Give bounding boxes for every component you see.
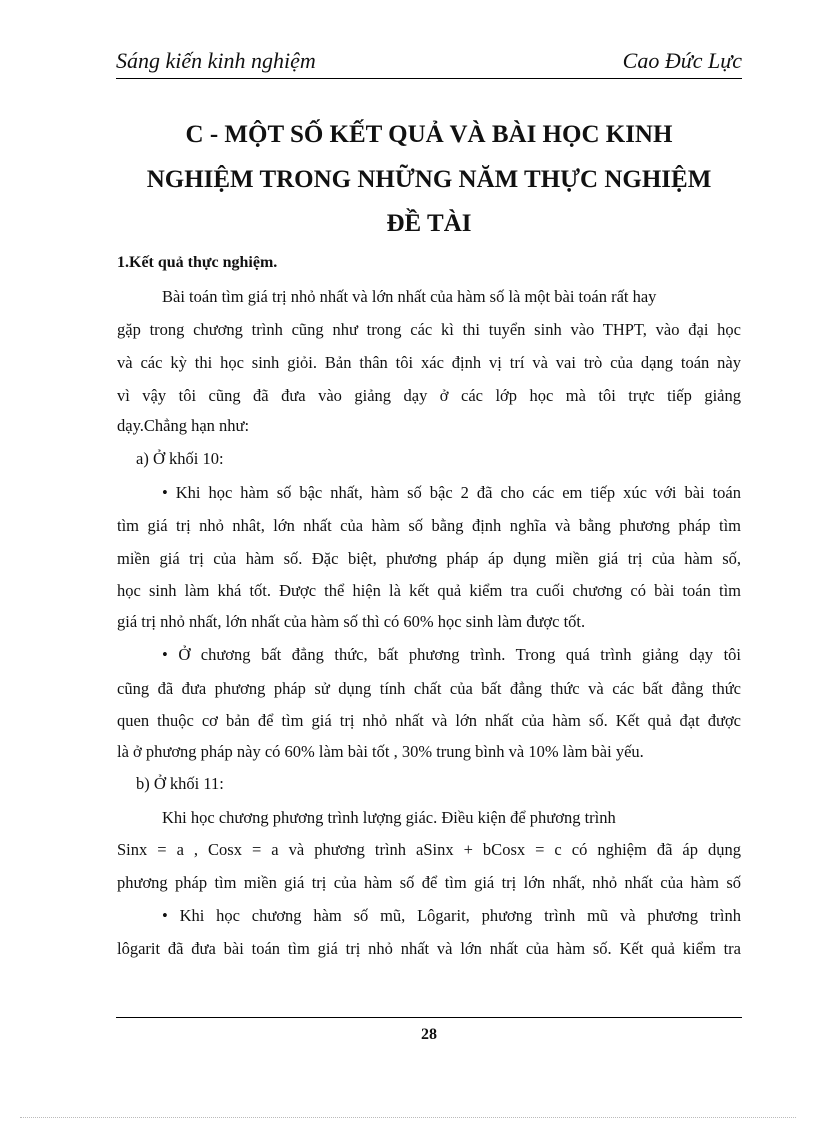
chapter-title-line: C - MỘT SỐ KẾT QUẢ VÀ BÀI HỌC KINH <box>185 121 673 148</box>
page-header <box>116 48 742 79</box>
paragraph-line: dạy.Chẳng hạn như: <box>117 416 250 435</box>
paragraph-line: miền giá trị của hàm số. Đặc biệt, phương pháp áp dụng miền giá trị của hàm số, <box>117 549 741 568</box>
chapter-title <box>116 113 742 247</box>
bullet-line: • Khi học chương hàm số mũ, Lôgarit, phương trình mũ và phương trình <box>162 906 741 925</box>
bullet-line: • Ở chương bất đẳng thức, bất phương trình. Trong quá trình giảng dạy tôi <box>162 645 741 664</box>
paragraph-line: giá trị nhỏ nhất, lớn nhất của hàm số thì có 60% học sinh làm được tốt. <box>117 612 586 631</box>
paragraph-line: lôgarit đã đưa bài toán tìm giá trị nhỏ nhất và lớn nhất của hàm số. Kết quả kiểm tra <box>117 939 741 958</box>
header-author: Cao Đức Lực <box>622 48 742 73</box>
paragraph-line: và các kỳ thi học sinh giỏi. Bản thân tôi xác định vị trí và vai trò của dạng toán này <box>117 353 741 372</box>
chapter-title-line: NGHIỆM TRONG NHỮNG NĂM THỰC NGHIỆM <box>146 165 712 193</box>
subsection-label: b) Ở khối 11: <box>136 774 224 793</box>
page-bottom-dotted-line <box>20 1117 796 1118</box>
paragraph-line: gặp trong chương trình cũng như trong các kì thi tuyển sinh vào THPT, vào đại học <box>117 320 741 339</box>
paragraph-line: là ở phương pháp này có 60% làm bài tốt , 30% trung bình và 10% làm bài yếu. <box>117 742 644 761</box>
paragraph-line: học sinh làm khá tốt. Được thể hiện là kết quả kiểm tra cuối chương có bài toán tìm <box>117 581 741 600</box>
paragraph-line: phương pháp tìm miền giá trị của hàm số để tìm giá trị lớn nhất, nhỏ nhất của hàm số <box>117 873 741 892</box>
paragraph-line: Khi học chương phương trình lượng giác. Điều kiện để phương trình <box>162 808 616 827</box>
footer-divider <box>116 1017 742 1018</box>
chapter-title-line: ĐỀ TÀI <box>386 210 472 237</box>
subsection-label: a) Ở khối 10: <box>136 449 224 468</box>
page-number: 28 <box>421 1026 437 1043</box>
paragraph-line: Bài toán tìm giá trị nhỏ nhất và lớn nhất của hàm số là một bài toán rất hay <box>162 287 657 306</box>
header-document-type: Sáng kiến kinh nghiệm <box>116 48 316 73</box>
bullet-line: • Khi học hàm số bậc nhất, hàm số bậc 2 đã cho các em tiếp xúc với bài toán <box>162 483 741 502</box>
paragraph-line: tìm giá trị nhỏ nhât, lớn nhất của hàm số bằng định nghĩa và bằng phương pháp tìm <box>117 516 741 535</box>
section-heading: 1.Kết quả thực nghiệm. <box>117 254 278 271</box>
paragraph-line: cũng đã đưa phương pháp sử dụng tính chất của bất đẳng thức và các bất đẳng thức <box>117 679 741 698</box>
paragraph-line: Sinx = a , Cosx = a và phương trình aSinx + bCosx = c có nghiệm đã áp dụng <box>117 840 741 859</box>
paragraph-line: quen thuộc cơ bản để tìm giá trị nhỏ nhất và lớn nhất của hàm số. Kết quả đạt được <box>117 711 741 730</box>
paragraph-line: vì vậy tôi cũng đã đưa vào giảng dạy ở các lớp học mà tôi trực tiếp giảng <box>117 386 741 405</box>
